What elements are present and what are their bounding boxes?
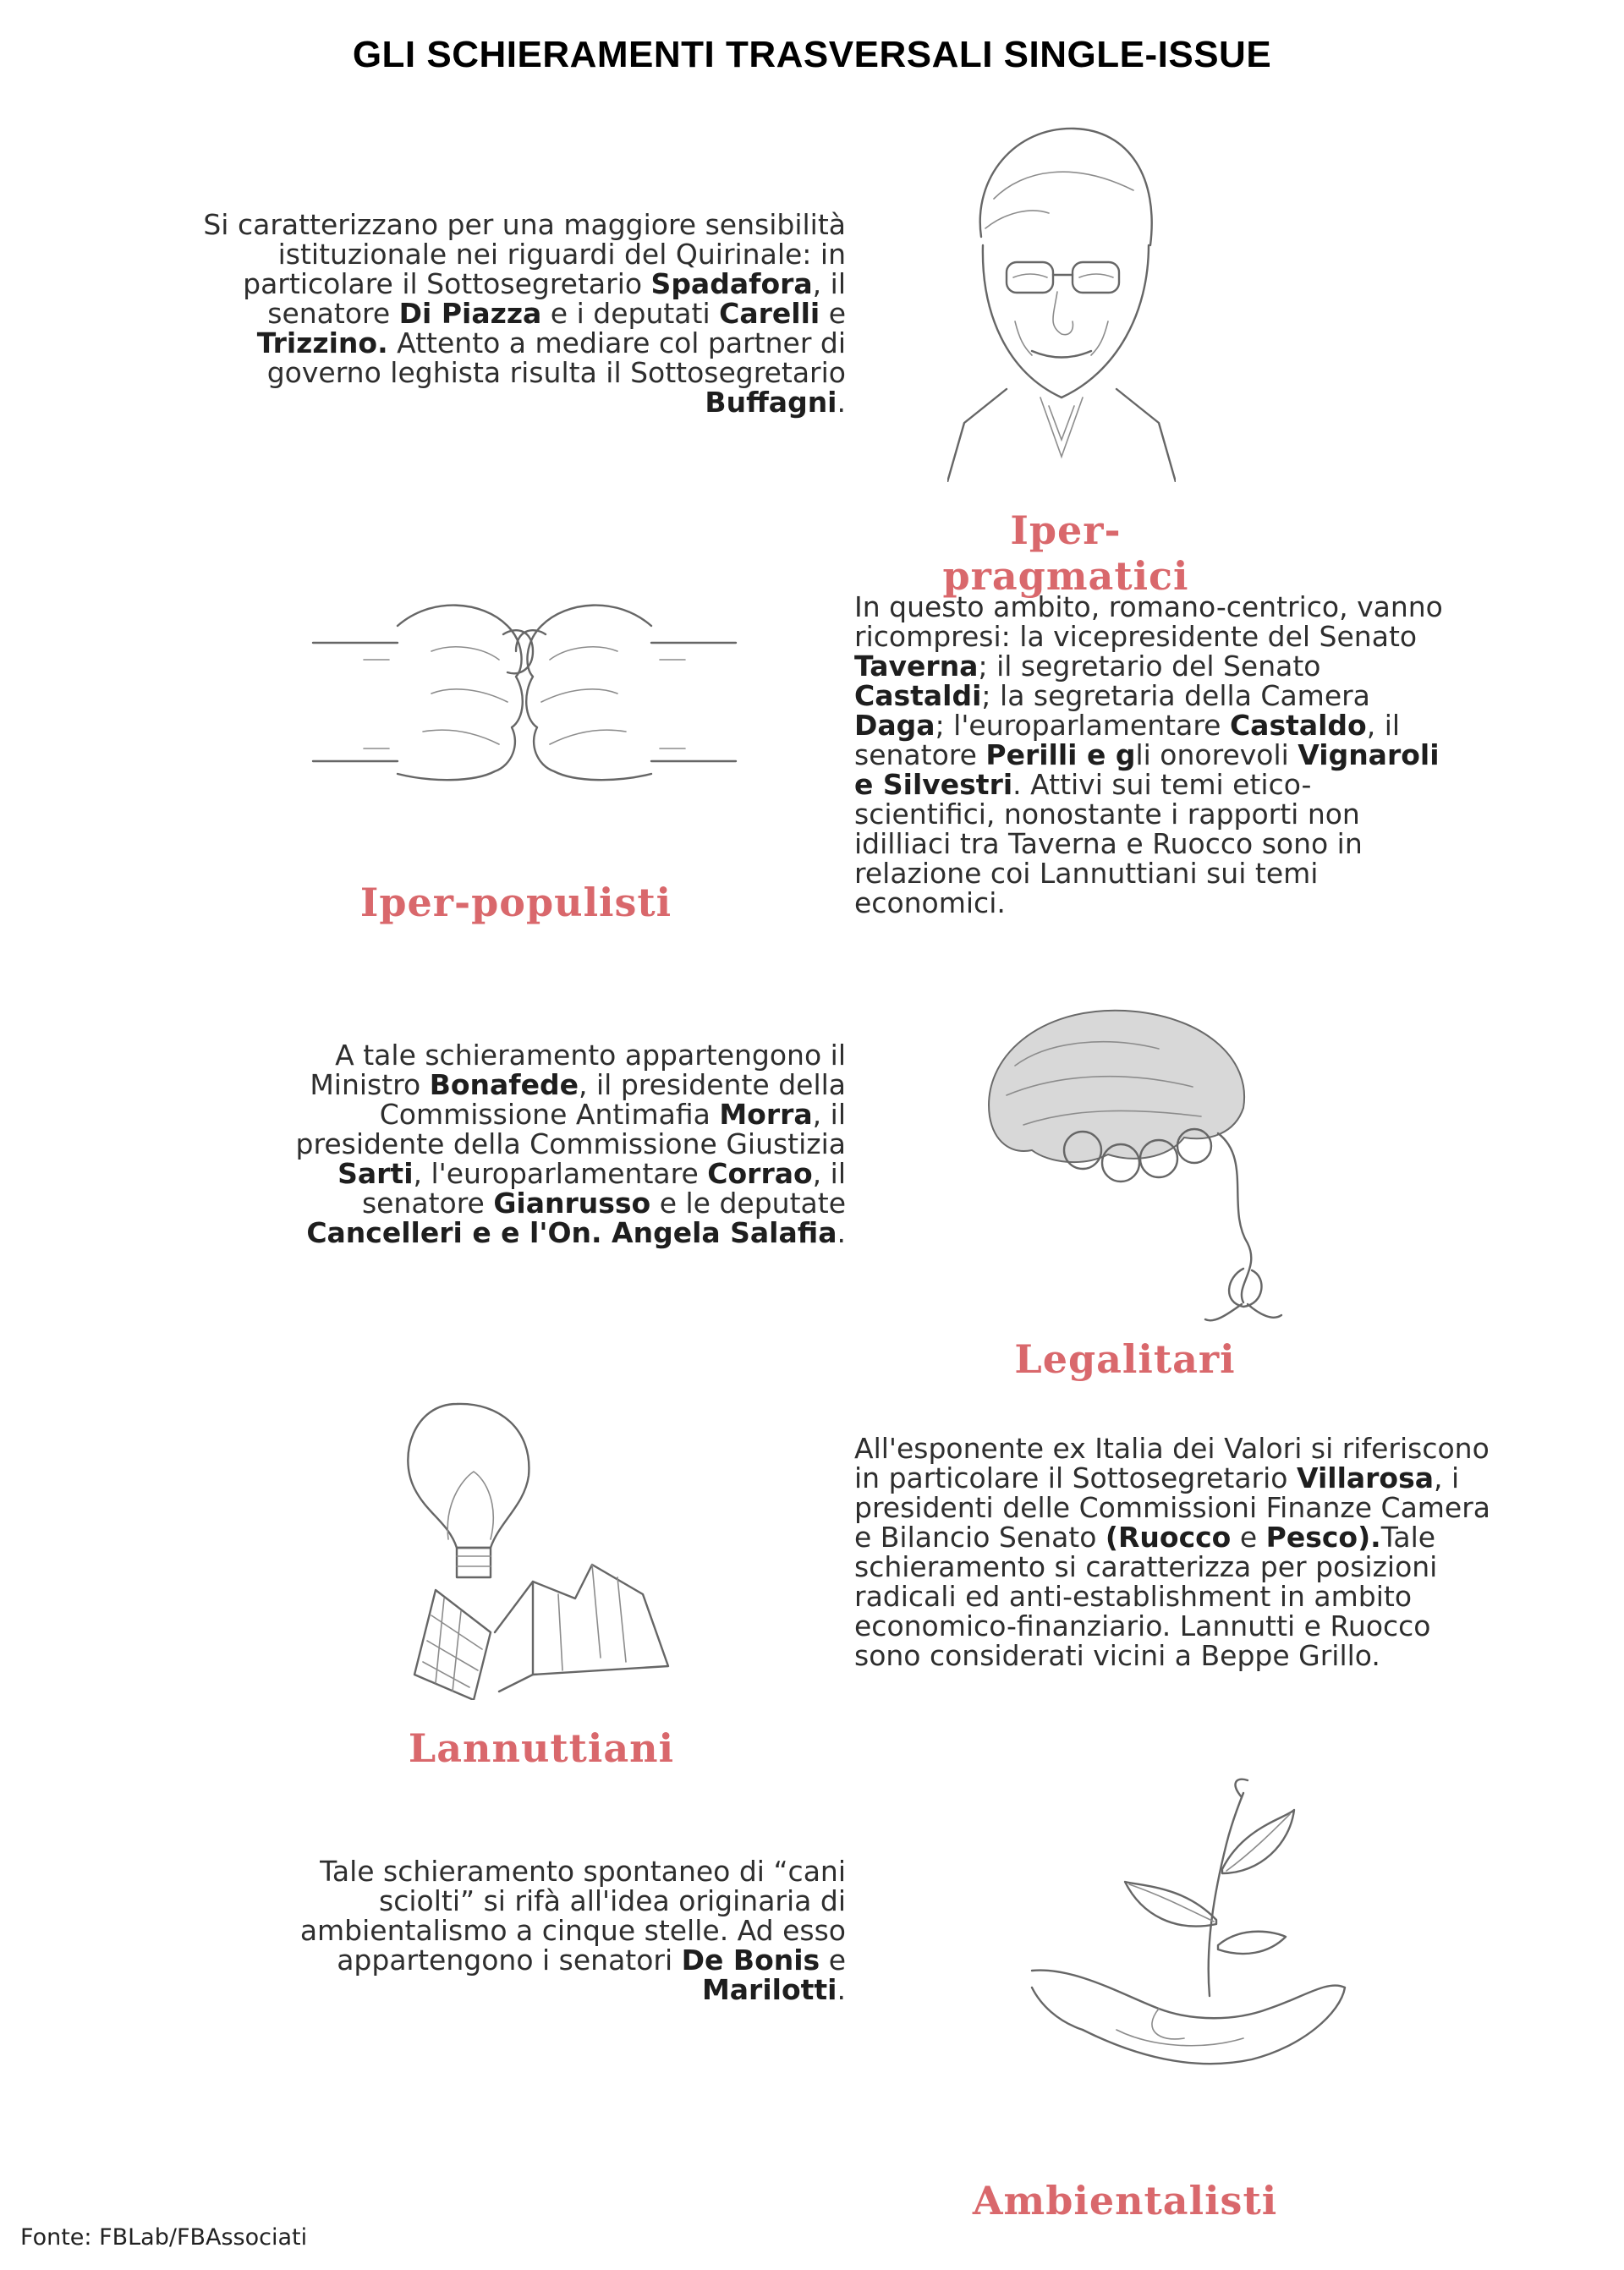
text-run: e [1231,1521,1266,1554]
name-highlight: Daga [854,709,935,742]
name-highlight: Di Piazza [398,297,542,330]
name-highlight: Villarosa [1296,1461,1435,1494]
name-highlight: Castaldo [1229,709,1367,742]
label-iper-pragmatici: Iper-pragmatici [942,507,1189,599]
fist-bump-icon [304,550,744,803]
label-iper-populisti: Iper-populisti [359,880,672,925]
text-run: . [837,386,846,419]
name-highlight: Buffagni [705,386,837,419]
text-run: In questo ambito, romano-centrico, vanno ricompresi: la vicepresidente del Senato [854,590,1443,653]
text-run: e [820,1944,846,1977]
name-highlight: Trizzino. [256,326,388,359]
name-highlight: Corrao [707,1157,813,1190]
text-run: , il presidente della Commissione Giustizia [295,1098,846,1160]
text-run: Attento a mediare col partner di governo leghista risulta il Sottosegretario [266,326,846,389]
portrait-sketch-icon [947,118,1176,482]
text-run: , l'europarlamentare [413,1157,708,1190]
text-run: Tale schieramento si caratterizza per posizioni radicali ed anti-establishment in ambito economico-finanziario. Lannutti e Ruocco sono considerati vicini a Beppe Grillo. [854,1521,1438,1672]
name-highlight: Gianrusso [493,1187,651,1220]
paragraph-iper-populisti [854,592,1446,918]
judge-wig-icon [973,990,1294,1328]
text-run: , il senatore [361,1157,846,1220]
name-highlight: Pesco). [1265,1521,1381,1554]
name-highlight: Sarti [337,1157,414,1190]
text-run: . [837,1216,846,1249]
text-run: , il presidente della Commissione Antimafia [379,1068,846,1131]
name-highlight: Vignaroli e Silvestri [854,738,1440,801]
text-run: ; l'europarlamentare [935,709,1230,742]
label-lannuttiani: Lannuttiani [408,1725,675,1771]
name-highlight: Castaldi [854,679,982,712]
name-highlight: (Ruocco [1105,1521,1232,1554]
source-credit: Fonte: FBLab/FBAssociati [20,2224,308,2251]
label-legalitari: Legalitari [1014,1336,1236,1382]
paragraph-legalitari [245,1040,846,1247]
text-run: , il senatore [854,709,1401,771]
name-highlight: Carelli [719,297,820,330]
page-title: GLI SCHIERAMENTI TRASVERSALI SINGLE-ISSUE [352,34,1272,75]
name-highlight: Spadafora [650,267,813,300]
name-highlight: Morra [719,1098,813,1131]
text-run: Tale schieramento spontaneo di “cani sciolti” si rifà all'idea originaria di ambientalismo a cinque stelle. Ad esso appartengono i senatori [299,1855,846,1977]
paragraph-ambientalisti [288,1856,846,2004]
text-run: li onorevoli [1135,738,1298,771]
text-run: e i deputati [541,297,720,330]
text-run: All'esponente ex Italia dei Valori si riferiscono in particolare il Sottosegretario [854,1432,1490,1494]
name-highlight: Cancelleri e e l'On. Angela Salafia [306,1216,837,1249]
paragraph-lannuttiani [854,1434,1497,1670]
name-highlight: Perilli e g [985,738,1136,771]
name-highlight: Bonafede [429,1068,579,1101]
text-run: , i presidenti delle Commissioni Finanze Camera e Bilancio Senato [854,1461,1491,1554]
text-run: , il senatore [267,267,846,330]
text-run: e [820,297,846,330]
lightbulb-icon [398,1379,685,1700]
paragraph-iper-pragmatici [144,210,846,417]
text-run: ; la segretaria della Camera [981,679,1370,712]
text-run: e le deputate [650,1187,846,1220]
text-run: ; il segretario del Senato [978,650,1321,683]
text-run: A tale schieramento appartengono il Ministro [310,1039,846,1101]
text-run: Si caratterizzano per una maggiore sensibilità istituzionale nei riguardi del Quirinale: in particolare il Sottosegretario [203,208,846,300]
name-highlight: Marilotti [701,1973,837,2006]
name-highlight: Taverna [854,650,979,683]
name-highlight: De Bonis [681,1944,820,1977]
sprout-in-hand-icon [1015,1776,1353,2097]
label-ambientalisti: Ambientalisti [972,2178,1278,2223]
text-run: . Attivi sui temi etico-scientifici, nonostante i rapporti non idilliaci tra Taverna e Ruocco sono in relazione coi Lannuttiani sui temi economici. [854,768,1363,919]
text-run: . [837,1973,846,2006]
